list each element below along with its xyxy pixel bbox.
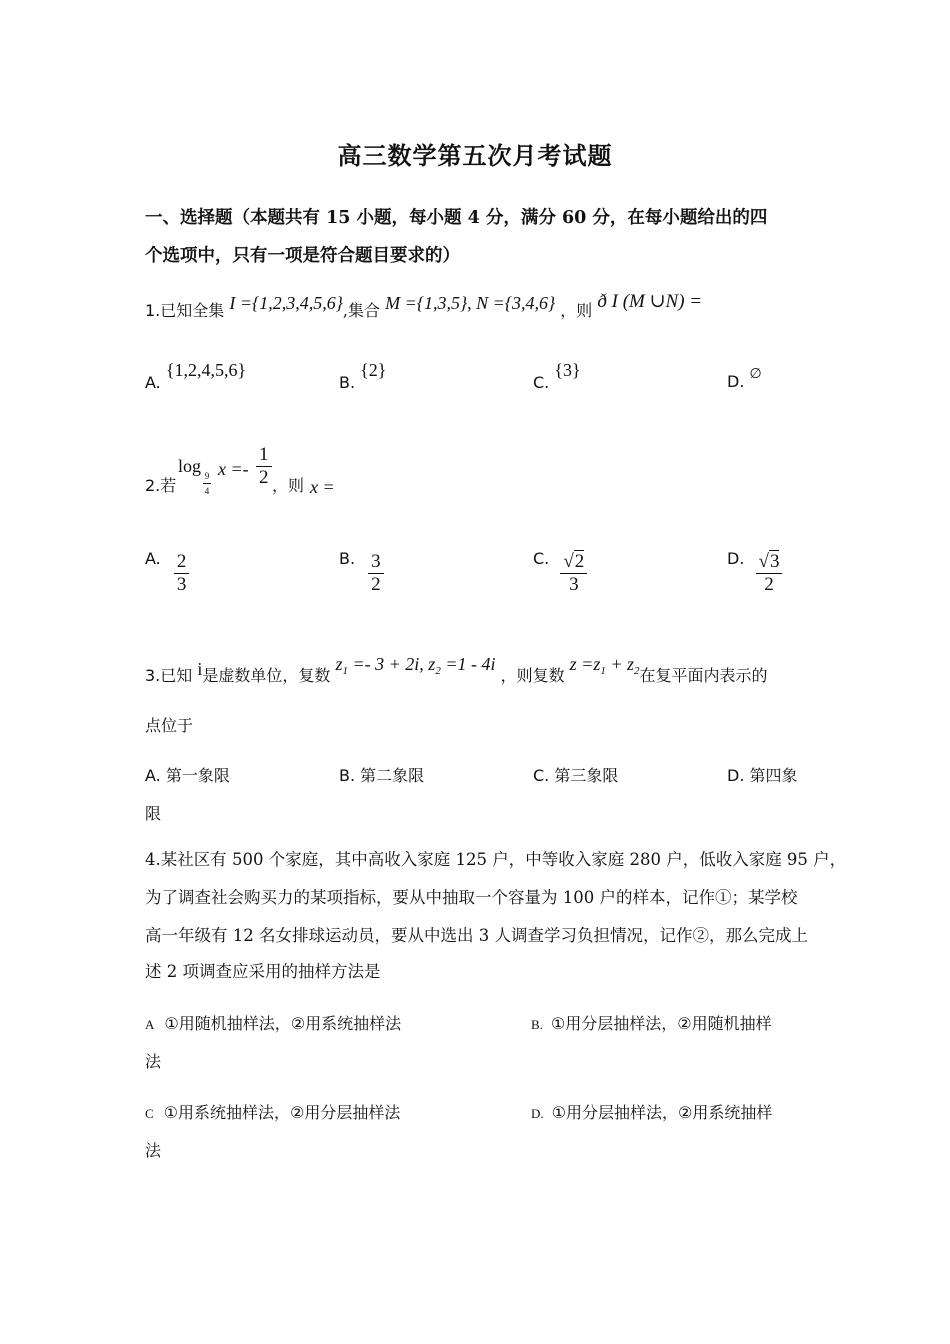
q4-option-a-value: ①用随机抽样法，②用系统抽样法 — [164, 1014, 402, 1033]
q2-option-b — [339, 551, 384, 596]
q2-option-b-label: B. — [339, 549, 356, 568]
q1-number: 1. — [145, 301, 161, 320]
q4-option-c — [145, 1094, 400, 1132]
q1-option-d — [727, 367, 762, 392]
q3-option-a-label: A. — [145, 766, 161, 785]
q2-option-a-den: 3 — [176, 574, 187, 595]
q3-option-b-label: B. — [339, 766, 356, 785]
q2-number: 2. — [145, 476, 161, 495]
q2-option-c-den: 3 — [569, 574, 579, 595]
q1-text-3: ，则 — [560, 301, 593, 320]
section-header-line2: 个选项中，只有一项是符合题目要求的） — [145, 246, 460, 266]
q3-option-b — [339, 763, 424, 786]
q4-option-d — [531, 1094, 772, 1132]
q2-x-ask: x = — [310, 477, 335, 497]
q3-option-d — [727, 763, 798, 786]
q3-sum-plus: + z — [610, 654, 634, 674]
q3-option-c — [533, 763, 618, 786]
q4-line-3: 高一年级有 12 名女排球运动员，要从中选出 3 人调查学习负担情况，记作②，那么完成上 — [145, 926, 808, 945]
q3-sum-expr — [569, 654, 640, 677]
question-1 — [145, 291, 703, 322]
q3-line2: 点位于 — [145, 716, 194, 735]
q2-log-expression — [178, 456, 201, 477]
q2-option-a-num: 2 — [174, 551, 190, 574]
q2-text-1: 若 — [160, 476, 177, 495]
q3-option-b-value: 第二象限 — [360, 766, 425, 785]
q4-option-c-value: ①用系统抽样法，②用分层抽样法 — [163, 1103, 401, 1122]
q4-option-d-wrap: 法 — [145, 1141, 162, 1160]
q2-option-d-den: 2 — [764, 574, 774, 595]
q1-option-b-label: B. — [339, 373, 356, 392]
q3-option-a — [145, 763, 230, 786]
q1-text-2: ,集合 — [342, 301, 381, 320]
q3-option-d-label: D. — [727, 766, 745, 785]
q1-expression: ð I (M ∪N) = — [597, 291, 703, 312]
q2-rhs-den: 2 — [259, 467, 269, 488]
q3-sum-lhs: z =z — [569, 654, 601, 674]
q2-option-d-num: 3 — [769, 551, 780, 572]
q1-set-mn: M ={1,3,5}, N ={3,4,6} — [385, 293, 556, 313]
q1-option-c — [533, 360, 581, 393]
q2-option-a-label: A. — [145, 549, 161, 568]
q3-sum-sub1: 1 — [600, 665, 606, 677]
q4-option-a-label: A — [145, 1017, 155, 1032]
q3-option-c-label: C. — [533, 766, 550, 785]
q4-option-b-value: ①用分层抽样法，②用随机抽样 — [550, 1014, 772, 1033]
q3-option-c-value: 第三象限 — [554, 766, 619, 785]
q1-option-d-label: D. — [727, 372, 745, 391]
q3-text-3: ，则复数 — [500, 666, 565, 685]
q1-option-a — [145, 360, 247, 393]
q3-text-1: 已知 — [160, 666, 193, 685]
q4-option-b-wrap: 法 — [145, 1052, 162, 1071]
q3-i: i — [197, 659, 203, 679]
q2-log-base-num: 9 — [204, 471, 210, 481]
q2-option-c-num: 2 — [574, 551, 585, 572]
q4-line-1: 4.某社区有 500 个家庭，其中高收入家庭 125 户，中等收入家庭 280 户，低收入家庭 95 户， — [145, 850, 847, 869]
q3-option-d-wrap: 限 — [145, 804, 162, 823]
q3-z1-eq: =- 3 + 2i, z — [352, 654, 436, 674]
q4-option-d-value: ①用分层抽样法，②用系统抽样 — [551, 1103, 773, 1122]
q3-option-a-value: 第一象限 — [165, 766, 230, 785]
q2-rhs-num: 1 — [256, 444, 272, 467]
question-2 — [145, 444, 177, 495]
q2-option-a — [145, 551, 189, 596]
q1-option-a-label: A. — [145, 373, 161, 392]
q3-z1-sub: 1 — [342, 665, 349, 677]
q4-option-b — [531, 1005, 772, 1043]
q2-option-b-num: 3 — [368, 551, 384, 574]
q2-option-c-label: C. — [533, 549, 550, 568]
q3-text-2: 是虚数单位，复数 — [202, 666, 331, 685]
q2-option-c: C. $\frac{√2}{3}$ — [533, 551, 587, 596]
q4-option-b-label: B. — [531, 1017, 543, 1032]
section-header-line1: 一、选择题（本题共有 15 小题，每小题 4 分，满分 60 分，在每小题给出的四 — [145, 208, 768, 228]
q4-line-2: 为了调查社会购买力的某项指标，要从中抽取一个容量为 100 户的样本，记作①；某学校 — [145, 888, 798, 907]
q4-option-d-label: D. — [531, 1106, 544, 1121]
q2-log: log — [178, 456, 202, 476]
q1-option-d-value: ∅ — [749, 367, 762, 382]
q1-option-b — [339, 360, 387, 393]
q2-x-equals: x =- — [218, 459, 249, 479]
q2-text-2: ，则 — [272, 476, 305, 495]
q1-text-1: 已知全集 — [160, 301, 225, 320]
q3-z1-expr — [335, 654, 496, 677]
q3-sum-sub2: 2 — [633, 665, 640, 677]
q3-text-4: 在复平面内表示的 — [639, 666, 768, 685]
page-title: 高三数学第五次月考试题 — [337, 141, 613, 170]
q3-z1-z: z — [335, 654, 343, 674]
q3-z2-eq: =1 - 4i — [445, 654, 496, 674]
q2-log-base-bar — [203, 483, 211, 484]
q4-option-c-label: C — [145, 1106, 154, 1121]
q2-option-d-label: D. — [727, 549, 745, 568]
q1-option-c-label: C. — [533, 373, 550, 392]
q1-option-b-value: {2} — [360, 360, 387, 380]
q4-option-a — [145, 1005, 401, 1043]
q2-log-base-den: 4 — [204, 486, 210, 496]
q3-option-d-value: 第四象 — [749, 766, 798, 785]
q1-option-a-value: {1,2,4,5,6} — [165, 360, 247, 380]
question-3 — [145, 654, 768, 688]
q1-option-c-value: {3} — [554, 360, 581, 380]
q4-line-4: 述 2 项调查应采用的抽样方法是 — [145, 962, 381, 981]
q2-option-b-den: 2 — [371, 574, 381, 595]
q3-number: 3. — [145, 666, 161, 685]
q2-rhs-fraction — [256, 444, 272, 489]
q1-set-i: I ={1,2,3,4,5,6} — [229, 293, 343, 313]
q2-option-d: D. $\frac{√3}{2}$ — [727, 551, 782, 596]
q3-z2-sub: 2 — [435, 665, 441, 677]
q2-log-base — [203, 471, 211, 496]
